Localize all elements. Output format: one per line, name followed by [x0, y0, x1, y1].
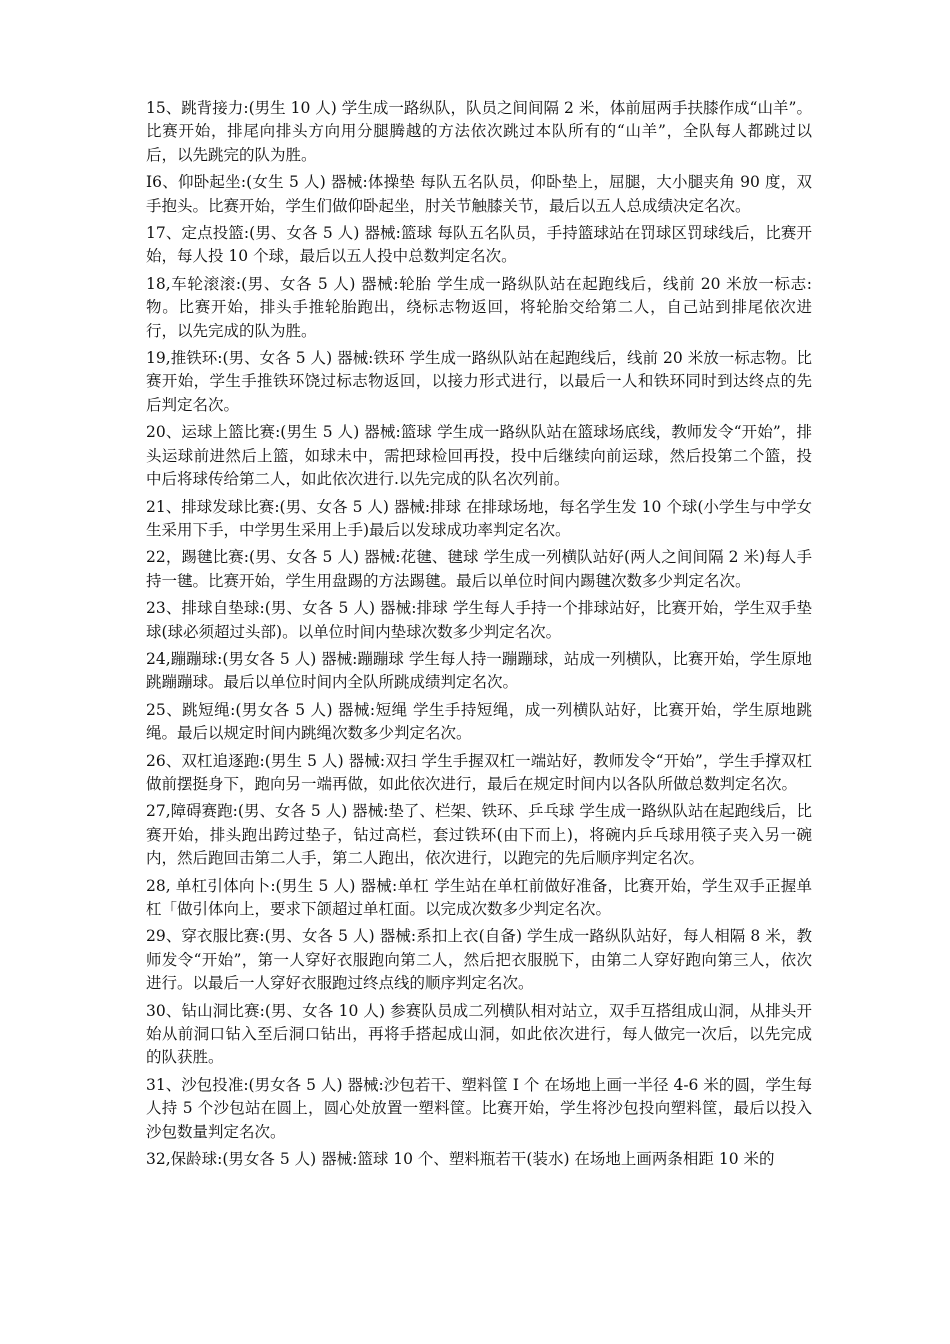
document-body [146, 97, 812, 1175]
rule-paragraph-29: 29、穿衣服比赛:(男、女各 5 人) 器械:系扣上衣(自备) 学生成一路纵队站好，每人相隔 8 米，教师发令“开始”，第一人穿好衣服跑向第二人，然后把衣服脱下，由第二人穿好跑向第三人，依次进行。以最后一人穿好衣服跑过终点线的顺序判定名次。 [146, 927, 812, 993]
rule-paragraph-32: 32,保龄球:(男女各 5 人) 器械:篮球 10 个、塑料瓶若干(装水) 在场地上画两条相距 10 米的 [146, 1150, 775, 1169]
rule-paragraph-15: 15、跳背接力:(男生 10 人) 学生成一路纵队，队员之间间隔 2 米，体前屈两手扶膝作成“山羊”。比赛开始，排尾向排头方向用分腿腾越的方法依次跳过本队所有的“山羊”，全队每人都跳过以后，以先跳完的队为胜。 [146, 99, 812, 164]
rule-paragraph-28: 28, 单杠引体向卜:(男生 5 人) 器械:单杠 学生站在单杠前做好准备，比赛开始，学生双手正握单杠「做引体向上，要求下颌超过单杠面。以完成次数多少判定名次。 [146, 876, 812, 918]
rule-paragraph-31: 31、沙包投准:(男女各 5 人) 器械:沙包若干、塑料筐 I 个 在场地上画一半径 4-6 米的圆，学生每人持 5 个沙包站在圆上，圆心处放置一塑料筐。比赛开始，学生将沙包投向塑料筐，最后以投入沙包数量判定名次。 [146, 1075, 812, 1141]
rule-paragraph-24: 24,蹦蹦球:(男女各 5 人) 器械:蹦蹦球 学生每人持一蹦蹦球，站成一列横队，比赛开始，学生原地跳蹦蹦球。最后以单位时间内全队所跳成绩判定名次。 [146, 649, 812, 692]
rule-paragraph-16: I6、仰卧起坐:(女生 5 人) 器械:体操垫 每队五名队员，仰卧垫上，屈腿，大小腿夹角 90 度，双手抱头。比赛开始，学生们做仰卧起坐，肘关节触膝关节，最后以五人总成绩决定名次。 [146, 173, 812, 215]
rule-paragraph-27: 27,障碍赛跑:(男、女各 5 人) 器械:垫了、栏架、铁环、乒乓球 学生成一路纵队站在起跑线后，比赛开始，排头跑出跨过垫子，钻过高栏，套过铁环(由下而上)，将碗内乒乓球用筷子夹入另一碗内，然后跑回击第二人手，第二人跑出，依次进行，以跑完的先后顺序判定名次。 [146, 802, 812, 868]
rule-paragraph-30: 30、钻山洞比赛:(男、女各 10 人) 参赛队员成二列横队相对站立，双手互搭组成山洞，从排头开始从前洞口钻入至后洞口钻出，再将手搭起成山洞，如此依次进行，每人做完一次后，以先完成的队获胜。 [146, 1001, 812, 1067]
rule-paragraph-25: 25、跳短绳:(男女各 5 人) 器械:短绳 学生手持短绳，成一列横队站好，比赛开始，学生原地跳绳。最后以规定时间内跳绳次数多少判定名次。 [146, 700, 812, 743]
rule-paragraph-17: 17、定点投篮:(男、女各 5 人) 器械:篮球 每队五名队员，手持篮球站在罚球区罚球线后，比赛开始，每人投 10 个球，最后以五人投中总数判定名次。 [146, 224, 812, 266]
rule-paragraph-23: 23、排球自垫球:(男、女各 5 人) 器械:排球 学生每人手持一个排球站好，比赛开始，学生双手垫球(球必须超过头部)。以单位时间内垫球次数多少判定名次。 [146, 599, 812, 641]
rule-paragraph-21: 21、排球发球比赛:(男、女各 5 人) 器械:排球 在排球场地，每名学生发 10 个球(小学生与中学女生采用下手，中学男生采用上手)最后以发球成功率判定名次。 [146, 497, 812, 539]
rule-paragraph-22: 22，踢毽比赛:(男、女各 5 人) 器械:花毽、毽球 学生成一列横队站好(两人之间间隔 2 米)每人手持一毽。比赛开始，学生用盘踢的方法踢毽。最后以单位时间内踢毽次数多少判定名次。 [146, 548, 812, 590]
rule-paragraph-19: 19,推铁环:(男、女各 5 人) 器械:铁环 学生成一路纵队站在起跑线后，线前 20 米放一标志物。比赛开始，学生手推铁环饶过标志物返回，以接力形式进行，以最后一人和铁环同时到达终点的先后判定名次。 [146, 349, 812, 414]
rule-paragraph-26: 26、双杠追逐跑:(男生 5 人) 器械:双扫 学生手握双杠一端站好，教师发令“开始”，学生手撑双杠做前摆挺身下，跑向另一端再做，如此依次进行，最后在规定时间内以各队所做总数判定名次。 [146, 751, 812, 793]
rule-paragraph-20: 20、运球上篮比赛:(男生 5 人) 器械:篮球 学生成一路纵队站在篮球场底线，教师发令“开始”，排头运球前进然后上篮，如球未中，需把球检回再投，投中后继续向前运球，然后投第二个篮，投中后将球传给第二人，如此依次进行.以先完成的队名次列前。 [146, 423, 812, 489]
rule-paragraph-18: 18,车轮滚滚:(男、女各 5 人) 器械:轮胎 学生成一路纵队站在起跑线后，线前 20 米放一标志:物。比赛开始，排头手推轮胎跑出，绕标志物返回，将轮胎交给第二人，自己站到排尾依次进行，以先完成的队为胜。 [146, 274, 812, 340]
